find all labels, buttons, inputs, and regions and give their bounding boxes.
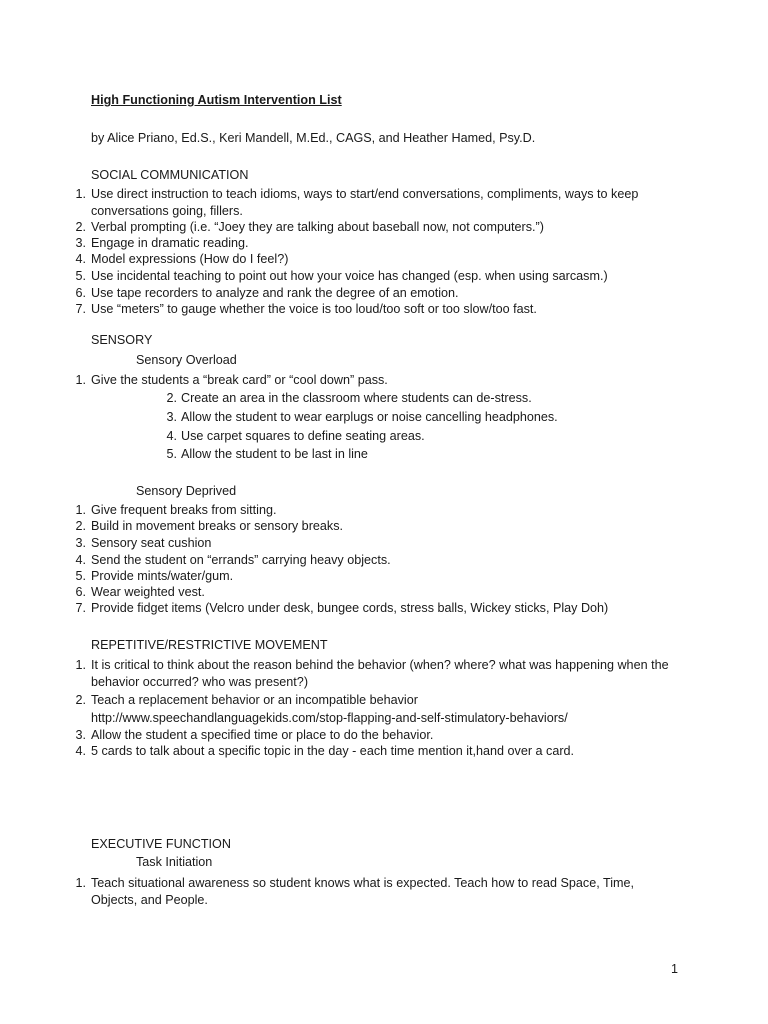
list-text: Create an area in the classroom where students can de-stress. bbox=[181, 391, 532, 405]
list-number: 1. bbox=[75, 373, 86, 387]
list-item bbox=[75, 301, 671, 318]
list-text: Provide fidget items (Velcro under desk, bungee cords, stress balls, Wickey sticks, Play Doh) bbox=[91, 601, 609, 615]
list-number: 2. bbox=[75, 220, 86, 234]
list-text: Allow the student to be last in line bbox=[181, 447, 368, 461]
list-number: 3. bbox=[75, 728, 86, 742]
list-text: It is critical to think about the reason behind the behavior (when? where? what was happening when the behavior occurred? who was present?) bbox=[91, 658, 669, 689]
list-number: 4. bbox=[75, 252, 86, 266]
list-number: 4. bbox=[75, 744, 86, 758]
list-item bbox=[75, 268, 671, 285]
list-item bbox=[75, 251, 671, 268]
list-text: Verbal prompting (i.e. “Joey they are talking about baseball now, not computers.”) bbox=[91, 220, 544, 234]
list-item bbox=[75, 518, 671, 535]
list-item bbox=[166, 409, 761, 426]
list-text: Use carpet squares to define seating areas. bbox=[181, 429, 425, 443]
list-text: Teach situational awareness so student knows what is expected. Teach how to read Space, Time, Objects, and People. bbox=[91, 876, 635, 907]
list-number: 1. bbox=[75, 658, 86, 672]
list-number: 4. bbox=[166, 429, 177, 443]
list-number: 1. bbox=[75, 503, 86, 517]
list-text: Engage in dramatic reading. bbox=[91, 236, 249, 250]
authors-line: by Alice Priano, Ed.S., Keri Mandell, M.Ed., CAGS, and Heather Hamed, Psy.D. bbox=[91, 131, 536, 145]
subheading-sensory-deprived: Sensory Deprived bbox=[136, 484, 237, 498]
list-item bbox=[75, 186, 671, 219]
list-item-link bbox=[91, 710, 671, 727]
section-heading-sensory: SENSORY bbox=[91, 333, 153, 347]
list-item bbox=[75, 727, 671, 744]
list-item bbox=[75, 743, 671, 760]
list-text: Allow the student a specified time or place to do the behavior. bbox=[91, 728, 434, 742]
list-number: 5. bbox=[75, 569, 86, 583]
list-item bbox=[75, 568, 671, 585]
list-text: Use direct instruction to teach idioms, ways to start/end conversations, compliments, ways to keep conversations going, fillers. bbox=[91, 187, 639, 218]
list-number: 1. bbox=[75, 876, 86, 890]
list-item bbox=[75, 584, 671, 601]
section-heading-repetitive: REPETITIVE/RESTRICTIVE MOVEMENT bbox=[91, 638, 328, 652]
list-text: Sensory seat cushion bbox=[91, 536, 212, 550]
list-item bbox=[75, 235, 671, 252]
list-number: 2. bbox=[75, 693, 86, 707]
list-item bbox=[75, 372, 671, 389]
list-number: 7. bbox=[75, 601, 86, 615]
list-number: 5. bbox=[166, 447, 177, 461]
list-number: 7. bbox=[75, 302, 86, 316]
list-item bbox=[75, 502, 671, 519]
list-item bbox=[75, 657, 671, 690]
list-number: 5. bbox=[75, 269, 86, 283]
list-text: Wear weighted vest. bbox=[91, 585, 205, 599]
list-number: 3. bbox=[75, 236, 86, 250]
list-item bbox=[166, 390, 761, 407]
document-title: High Functioning Autism Intervention List bbox=[91, 93, 342, 107]
list-number: 6. bbox=[75, 585, 86, 599]
list-text: Give frequent breaks from sitting. bbox=[91, 503, 277, 517]
list-number: 3. bbox=[166, 410, 177, 424]
page-number: 1 bbox=[671, 962, 679, 976]
section-heading-social: SOCIAL COMMUNICATION bbox=[91, 168, 249, 182]
subheading-task-initiation: Task Initiation bbox=[136, 855, 213, 869]
list-item bbox=[75, 219, 671, 236]
subheading-sensory-overload: Sensory Overload bbox=[136, 353, 237, 367]
list-number: 6. bbox=[75, 286, 86, 300]
list-item bbox=[75, 535, 671, 552]
list-text: 5 cards to talk about a specific topic in the day - each time mention it,hand over a card. bbox=[91, 744, 575, 758]
list-text: Use incidental teaching to point out how your voice has changed (esp. when using sarcasm.) bbox=[91, 269, 608, 283]
list-text: Teach a replacement behavior or an incompatible behavior bbox=[91, 693, 418, 707]
list-number: 1. bbox=[75, 187, 86, 201]
list-text: Provide mints/water/gum. bbox=[91, 569, 234, 583]
list-item bbox=[166, 446, 761, 463]
list-item bbox=[75, 875, 671, 908]
url-text: http://www.speechandlanguagekids.com/stop-flapping-and-self-stimulatory-behaviors/ bbox=[91, 711, 568, 725]
list-number: 3. bbox=[75, 536, 86, 550]
section-heading-executive: EXECUTIVE FUNCTION bbox=[91, 837, 231, 851]
list-number: 4. bbox=[75, 553, 86, 567]
list-number: 2. bbox=[166, 391, 177, 405]
list-text: Use “meters” to gauge whether the voice is too loud/too soft or too slow/too fast. bbox=[91, 302, 537, 316]
list-text: Build in movement breaks or sensory breaks. bbox=[91, 519, 343, 533]
list-item bbox=[75, 600, 671, 617]
list-item bbox=[75, 692, 671, 709]
list-item bbox=[75, 285, 671, 302]
list-text: Model expressions (How do I feel?) bbox=[91, 252, 289, 266]
list-text: Send the student on “errands” carrying heavy objects. bbox=[91, 553, 391, 567]
list-item bbox=[75, 552, 671, 569]
list-number: 2. bbox=[75, 519, 86, 533]
list-text: Allow the student to wear earplugs or noise cancelling headphones. bbox=[181, 410, 558, 424]
list-text: Use tape recorders to analyze and rank the degree of an emotion. bbox=[91, 286, 459, 300]
list-item bbox=[166, 428, 761, 445]
list-text: Give the students a “break card” or “cool down” pass. bbox=[91, 373, 388, 387]
